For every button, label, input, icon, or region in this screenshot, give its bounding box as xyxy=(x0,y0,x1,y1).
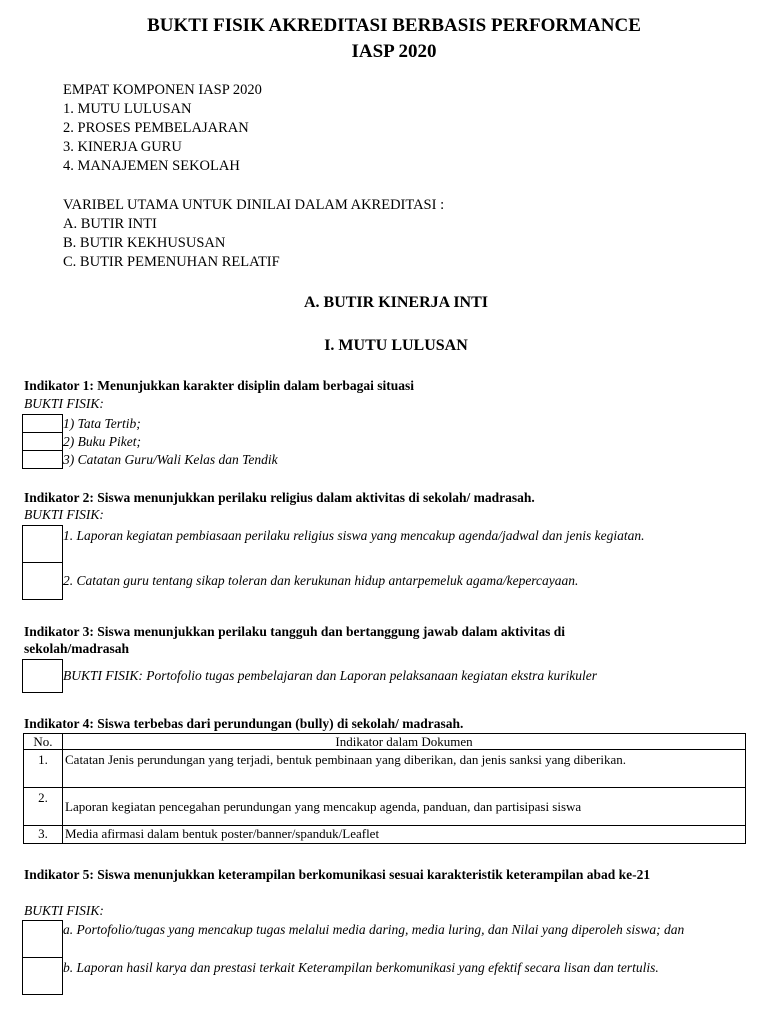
table-cell-text: Catatan Jenis perundungan yang terjadi, bentuk pembinaan yang diberikan, dan jenis sanksi yang diberikan. xyxy=(63,750,746,788)
bukti-item: BUKTI FISIK: Portofolio tugas pembelajaran dan Laporan pelaksanaan kegiatan ekstra kurikuler xyxy=(63,668,597,683)
checkbox[interactable] xyxy=(22,920,63,958)
indikator-1-title: Indikator 1: Menunjukkan karakter disiplin dalam berbagai situasi xyxy=(24,378,414,393)
table-row xyxy=(24,826,746,844)
table-cell-no: 1. xyxy=(24,750,63,788)
komponen-item: 4. MANAJEMEN SEKOLAH xyxy=(63,158,240,174)
table-row xyxy=(24,750,746,788)
indikator-4-title: Indikator 4: Siswa terbebas dari perundungan (bully) di sekolah/ madrasah. xyxy=(24,716,464,731)
checkbox[interactable] xyxy=(22,414,63,433)
bukti-fisik-label: BUKTI FISIK: xyxy=(24,903,104,918)
table-row xyxy=(24,788,746,826)
komponen-item: 1. MUTU LULUSAN xyxy=(63,101,192,117)
table-cell-no: 3. xyxy=(24,826,63,844)
checkbox[interactable] xyxy=(22,659,63,693)
variabel-heading: VARIBEL UTAMA UNTUK DINILAI DALAM AKREDITASI : xyxy=(63,197,445,213)
bukti-item: a. Portofolio/tugas yang mencakup tugas melalui media daring, media luring, dan Nilai yang diperoleh siswa; dan xyxy=(63,922,685,937)
indikator-2-title: Indikator 2: Siswa menunjukkan perilaku religius dalam aktivitas di sekolah/ madrasah. xyxy=(24,490,535,505)
indikator-3-title: Indikator 3: Siswa menunjukkan perilaku tangguh dan bertanggung jawab dalam aktivitas di sekolah/madrasah xyxy=(24,624,566,656)
komponen-item: 2. PROSES PEMBELAJARAN xyxy=(63,120,249,136)
variabel-item: C. BUTIR PEMENUHAN RELATIF xyxy=(63,254,280,270)
indikator-4-table xyxy=(23,733,746,844)
indikator-5-title: Indikator 5: Siswa menunjukkan keterampilan berkomunikasi sesuai karakteristik keterampilan abad ke-21 xyxy=(24,867,651,882)
table-cell-text: Laporan kegiatan pencegahan perundungan yang mencakup agenda, panduan, dan partisipasi siswa xyxy=(63,788,746,826)
table-header: Indikator dalam Dokumen xyxy=(63,734,746,750)
section-i-heading: I. MUTU LULUSAN xyxy=(324,337,468,354)
bukti-item: 2. Catatan guru tentang sikap toleran dan kerukunan hidup antarpemeluk agama/kepercayaan. xyxy=(63,573,579,588)
checkbox[interactable] xyxy=(22,525,63,563)
document-title: BUKTI FISIK AKREDITASI BERBASIS PERFORMANCE xyxy=(147,15,641,36)
checkbox[interactable] xyxy=(22,450,63,469)
bukti-fisik-label: BUKTI FISIK: xyxy=(24,396,104,411)
table-cell-text: Media afirmasi dalam bentuk poster/banner/spanduk/Leaflet xyxy=(63,826,746,844)
section-a-heading: A. BUTIR KINERJA INTI xyxy=(303,294,489,311)
bukti-item: 1. Laporan kegiatan pembiasaan perilaku religius siswa yang mencakup agenda/jadwal dan jenis kegiatan. xyxy=(63,528,645,543)
table-header: No. xyxy=(24,734,63,750)
bukti-item: 3) Catatan Guru/Wali Kelas dan Tendik xyxy=(63,452,278,467)
bukti-item: 2) Buku Piket; xyxy=(63,434,141,449)
table-header-row xyxy=(24,734,746,750)
bukti-fisik-label: BUKTI FISIK: xyxy=(24,507,104,522)
variabel-item: B. BUTIR KEKHUSUSAN xyxy=(63,235,226,251)
document-subtitle: IASP 2020 xyxy=(351,41,437,62)
komponen-item: 3. KINERJA GURU xyxy=(63,139,182,155)
variabel-item: A. BUTIR INTI xyxy=(63,216,157,232)
bukti-item: 1) Tata Tertib; xyxy=(63,416,141,431)
bukti-item: b. Laporan hasil karya dan prestasi terkait Keterampilan berkomunikasi yang efektif secara lisan dan tertulis. xyxy=(63,960,659,975)
checkbox[interactable] xyxy=(22,957,63,995)
checkbox[interactable] xyxy=(22,432,63,451)
checkbox[interactable] xyxy=(22,562,63,600)
table-cell-no: 2. xyxy=(24,788,63,826)
komponen-heading: EMPAT KOMPONEN IASP 2020 xyxy=(63,82,262,98)
